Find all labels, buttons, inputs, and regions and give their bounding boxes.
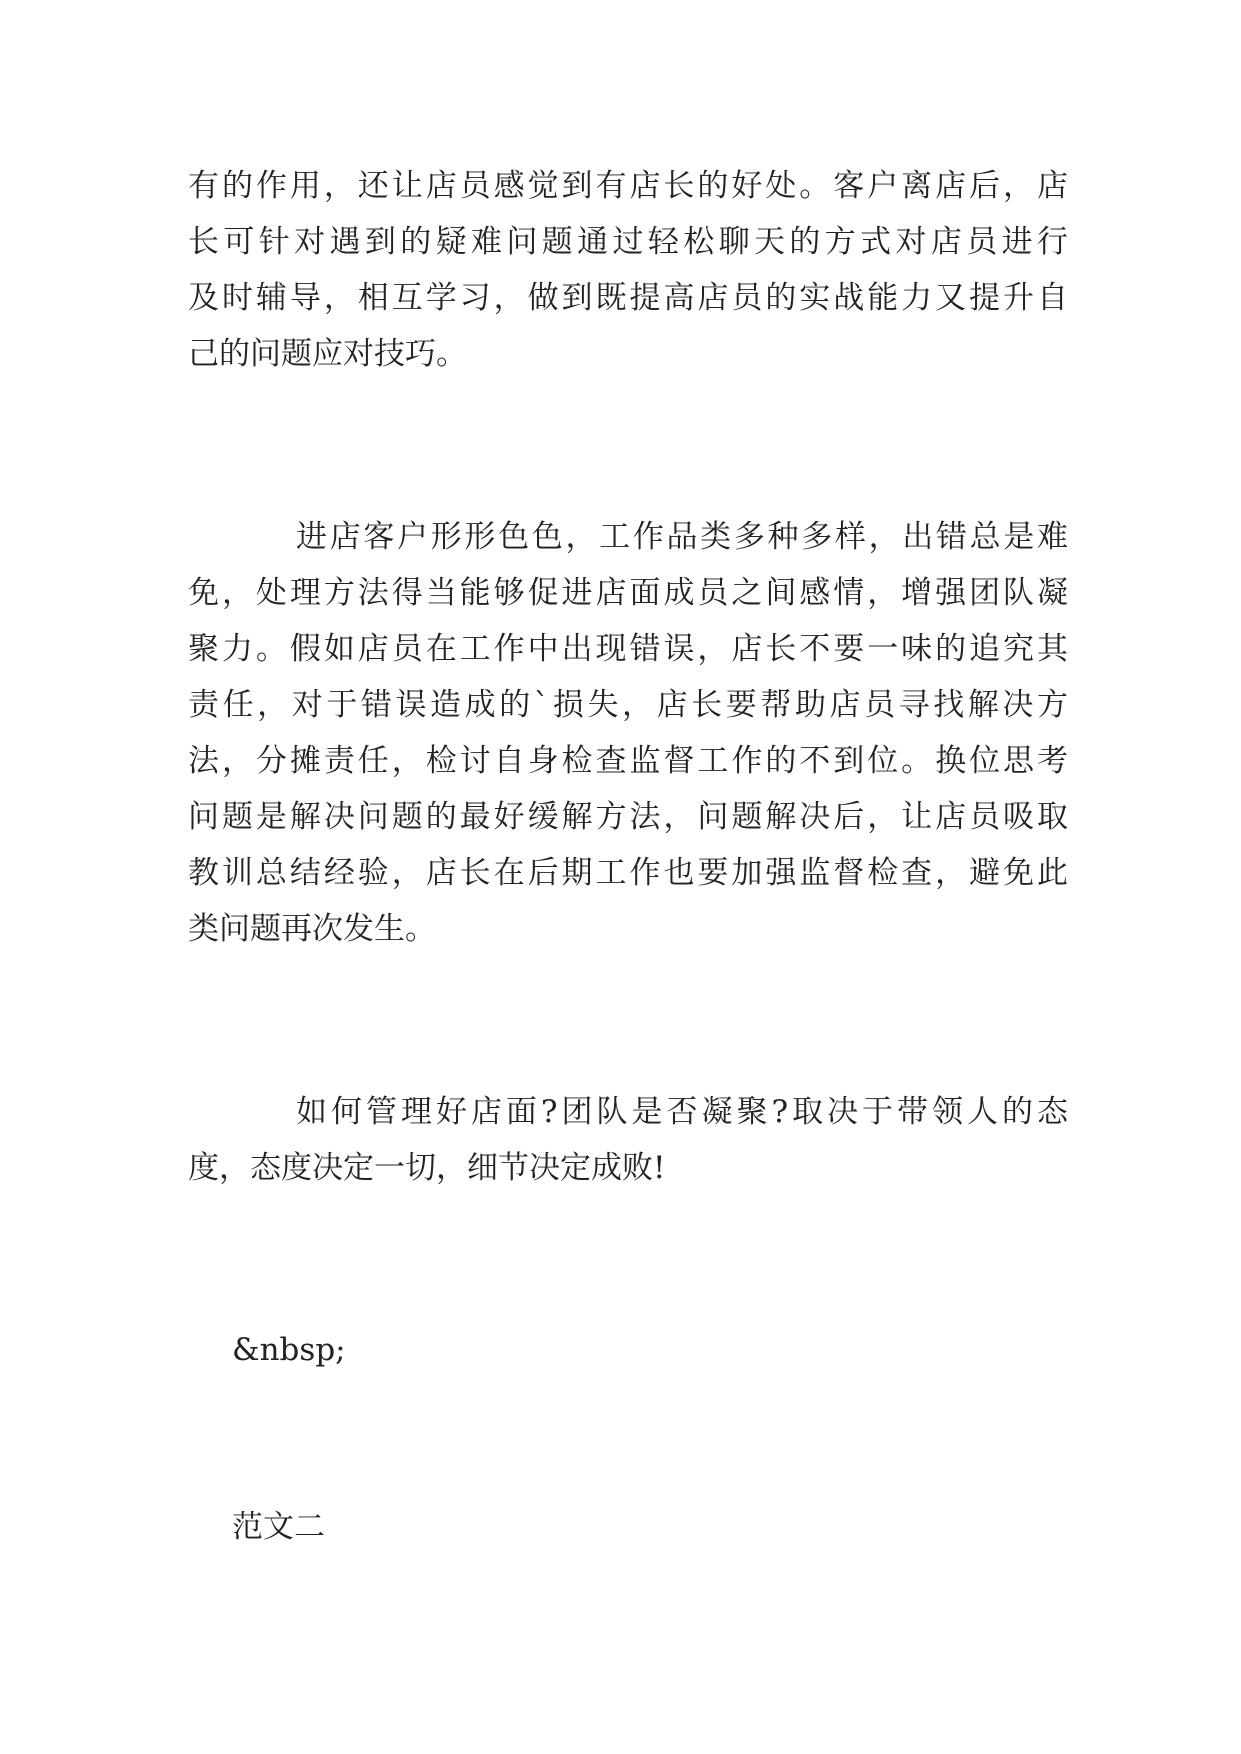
paragraph-2-line-8: 类问题再次发生。: [188, 911, 436, 947]
nbsp-text: &nbsp;: [232, 1332, 346, 1368]
paragraph-2-line-3: 聚力。假如店员在工作中出现错误，店长不要一味的追究其: [188, 631, 1068, 667]
section-heading: 范文二: [232, 1509, 325, 1545]
paragraph-2-line-5: 法，分摊责任，检讨自身检查监督工作的不到位。换位思考: [188, 743, 1068, 779]
paragraph-2-line-1: 进店客户形形色色，工作品类多种多样，出错总是难: [296, 519, 1068, 555]
paragraph-3-line-1: 如何管理好店面?团队是否凝聚?取决于带领人的态: [296, 1094, 1068, 1130]
paragraph-1-line-2: 长可针对遇到的疑难问题通过轻松聊天的方式对店员进行: [188, 224, 1068, 260]
paragraph-3-line-2: 度，态度决定一切，细节决定成败!: [188, 1150, 666, 1186]
paragraph-2-line-2: 免，处理方法得当能够促进店面成员之间感情，增强团队凝: [188, 575, 1068, 611]
paragraph-2-line-4: 责任，对于错误造成的`损失，店长要帮助店员寻找解决方: [188, 687, 1068, 723]
paragraph-1-line-4: 己的问题应对技巧。: [188, 336, 467, 372]
paragraph-1-line-1: 有的作用，还让店员感觉到有店长的好处。客户离店后，店: [188, 168, 1068, 204]
paragraph-2-line-7: 教训总结经验，店长在后期工作也要加强监督检查，避免此: [188, 855, 1068, 891]
paragraph-2-line-6: 问题是解决问题的最好缓解方法，问题解决后，让店员吸取: [188, 799, 1068, 835]
paragraph-1-line-3: 及时辅导，相互学习，做到既提高店员的实战能力又提升自: [188, 280, 1068, 316]
